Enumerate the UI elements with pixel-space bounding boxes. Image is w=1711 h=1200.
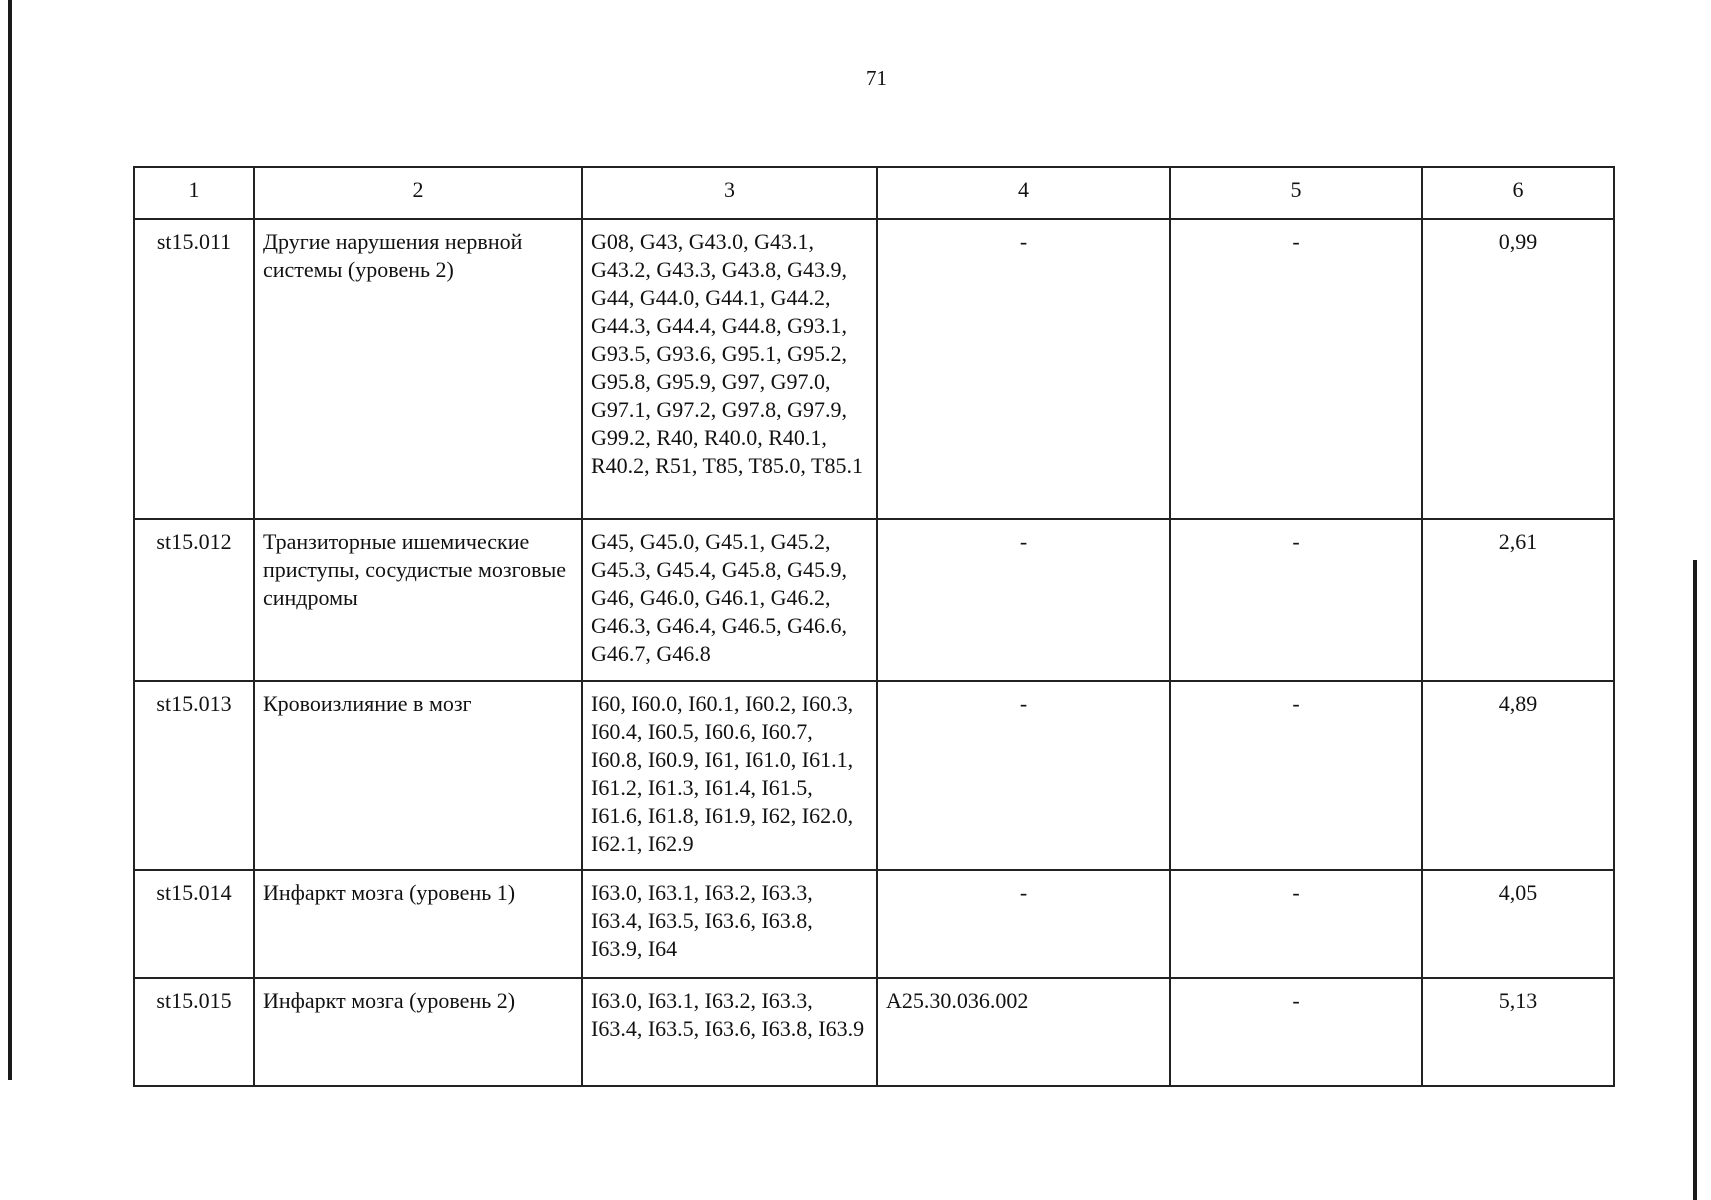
cell-name: Кровоизлияние в мозг [254, 681, 582, 870]
cell-services: - [877, 870, 1170, 978]
cell-diagnoses: G08, G43, G43.0, G43.1, G43.2, G43.3, G43.8, G43.9, G44, G44.0, G44.1, G44.2, G44.3, G44.4, G44.8, G93.1, G93.5, G93.6, G95.1, G95.2, G95.8, G95.9, G97, G97.0, G97.1, G97.2, G97.8, G97.9, G99.2, R40, R40.0, R40.1, R40.2, R51, T85, T85.0, T85.1 [582, 219, 877, 519]
column-header-6: 6 [1422, 167, 1614, 219]
table-row [134, 219, 1614, 519]
cell-services: - [877, 681, 1170, 870]
cell-coefficient: 4,05 [1422, 870, 1614, 978]
cell-diagnoses: I63.0, I63.1, I63.2, I63.3, I63.4, I63.5, I63.6, I63.8, I63.9 [582, 978, 877, 1086]
cell-code: st15.013 [134, 681, 254, 870]
cell-code: st15.015 [134, 978, 254, 1086]
cell-coefficient: 4,89 [1422, 681, 1614, 870]
page-number: 71 [866, 66, 887, 90]
column-header-2: 2 [254, 167, 582, 219]
cell-col5: - [1170, 978, 1422, 1086]
column-header-5: 5 [1170, 167, 1422, 219]
cell-col5: - [1170, 219, 1422, 519]
cell-col5: - [1170, 870, 1422, 978]
scan-edge-right [1693, 560, 1697, 1200]
table-row [134, 519, 1614, 681]
cell-code: st15.012 [134, 519, 254, 681]
cell-diagnoses: I60, I60.0, I60.1, I60.2, I60.3, I60.4, I60.5, I60.6, I60.7, I60.8, I60.9, I61, I61.0, I61.1, I61.2, I61.3, I61.4, I61.5, I61.6, I61.8, I61.9, I62, I62.0, I62.1, I62.9 [582, 681, 877, 870]
column-header-4: 4 [877, 167, 1170, 219]
cell-name: Инфаркт мозга (уровень 1) [254, 870, 582, 978]
cell-name: Другие нарушения нервной системы (уровень 2) [254, 219, 582, 519]
cell-code: st15.014 [134, 870, 254, 978]
cell-services: - [877, 519, 1170, 681]
cell-services: A25.30.036.002 [877, 978, 1170, 1086]
cell-name: Инфаркт мозга (уровень 2) [254, 978, 582, 1086]
tariff-table [133, 166, 1615, 1087]
cell-coefficient: 5,13 [1422, 978, 1614, 1086]
cell-diagnoses: G45, G45.0, G45.1, G45.2, G45.3, G45.4, G45.8, G45.9, G46, G46.0, G46.1, G46.2, G46.3, G46.4, G46.5, G46.6, G46.7, G46.8 [582, 519, 877, 681]
table-row [134, 681, 1614, 870]
table-row [134, 978, 1614, 1086]
cell-col5: - [1170, 681, 1422, 870]
cell-col5: - [1170, 519, 1422, 681]
scan-edge-left [8, 0, 12, 1080]
column-header-1: 1 [134, 167, 254, 219]
table-row [134, 870, 1614, 978]
cell-coefficient: 0,99 [1422, 219, 1614, 519]
cell-services: - [877, 219, 1170, 519]
cell-code: st15.011 [134, 219, 254, 519]
cell-name: Транзиторные ишемические приступы, сосудистые мозговые синдромы [254, 519, 582, 681]
table-header-row [134, 167, 1614, 219]
column-header-3: 3 [582, 167, 877, 219]
cell-coefficient: 2,61 [1422, 519, 1614, 681]
cell-diagnoses: I63.0, I63.1, I63.2, I63.3, I63.4, I63.5, I63.6, I63.8, I63.9, I64 [582, 870, 877, 978]
